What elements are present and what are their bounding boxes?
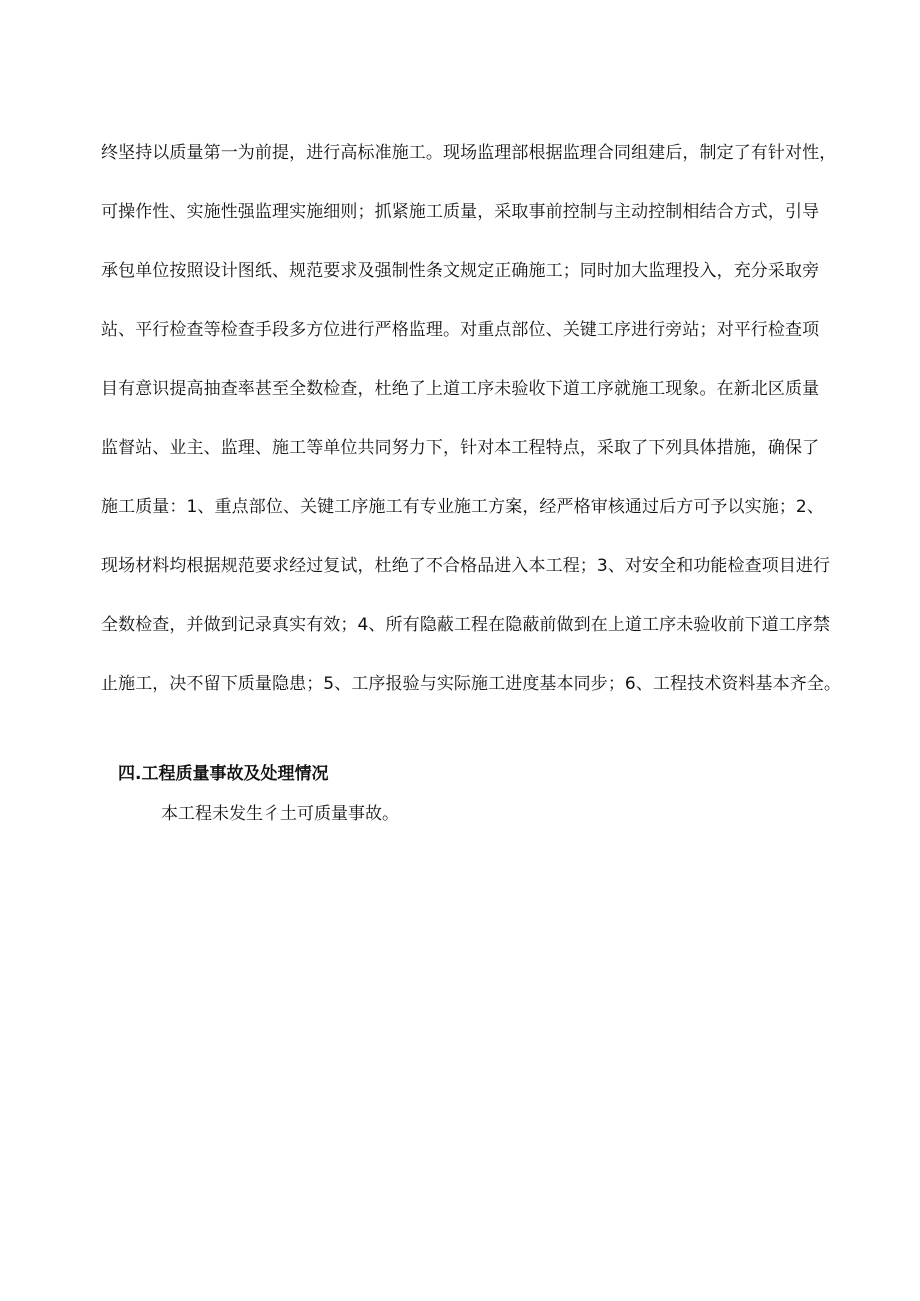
section-paragraph: 本工程未发生彳土可质量事故。	[161, 804, 399, 824]
body-paragraph	[101, 138, 901, 728]
paragraph-line: 可操作性、实施性强监理实施细则；抓紧施工质量，采取事前控制与主动控制相结合方式，引导	[101, 202, 820, 222]
paragraph-line: 监督站、业主、监理、施工等单位共同努力下，针对本工程特点，采取了下列具体措施，确保了	[101, 438, 820, 458]
section-heading: 四.工程质量事故及处理情况	[118, 764, 329, 784]
paragraph-line: 施工质量：1、重点部位、关键工序施工有专业施工方案，经严格审核通过后方可予以实施；2、	[101, 497, 824, 517]
paragraph-line: 全数检查，并做到记录真实有效；4、所有隐蔽工程在隐蔽前做到在上道工序未验收前下道工序禁	[101, 615, 831, 635]
paragraph-line: 止施工，决不留下质量隐患；5、工序报验与实际施工进度基本同步；6、工程技术资料基本齐全。	[101, 674, 842, 694]
paragraph-line: 现场材料均根据规范要求经过复试，杜绝了不合格品进入本工程；3、对安全和功能检查项目进行	[101, 556, 831, 576]
paragraph-line: 目有意识提高抽查率甚至全数检查，杜绝了上道工序未验收下道工序就施工现象。在新北区质量	[101, 379, 820, 399]
paragraph-line: 终坚持以质量第一为前提，进行高标准施工。现场监理部根据监理合同组建后，制定了有针对性，	[101, 143, 837, 163]
paragraph-line: 承包单位按照设计图纸、规范要求及强制性条文规定正确施工；同时加大监理投入，充分采取旁	[101, 261, 820, 281]
paragraph-line: 站、平行检查等检查手段多方位进行严格监理。对重点部位、关键工序进行旁站；对平行检查项	[101, 320, 820, 340]
